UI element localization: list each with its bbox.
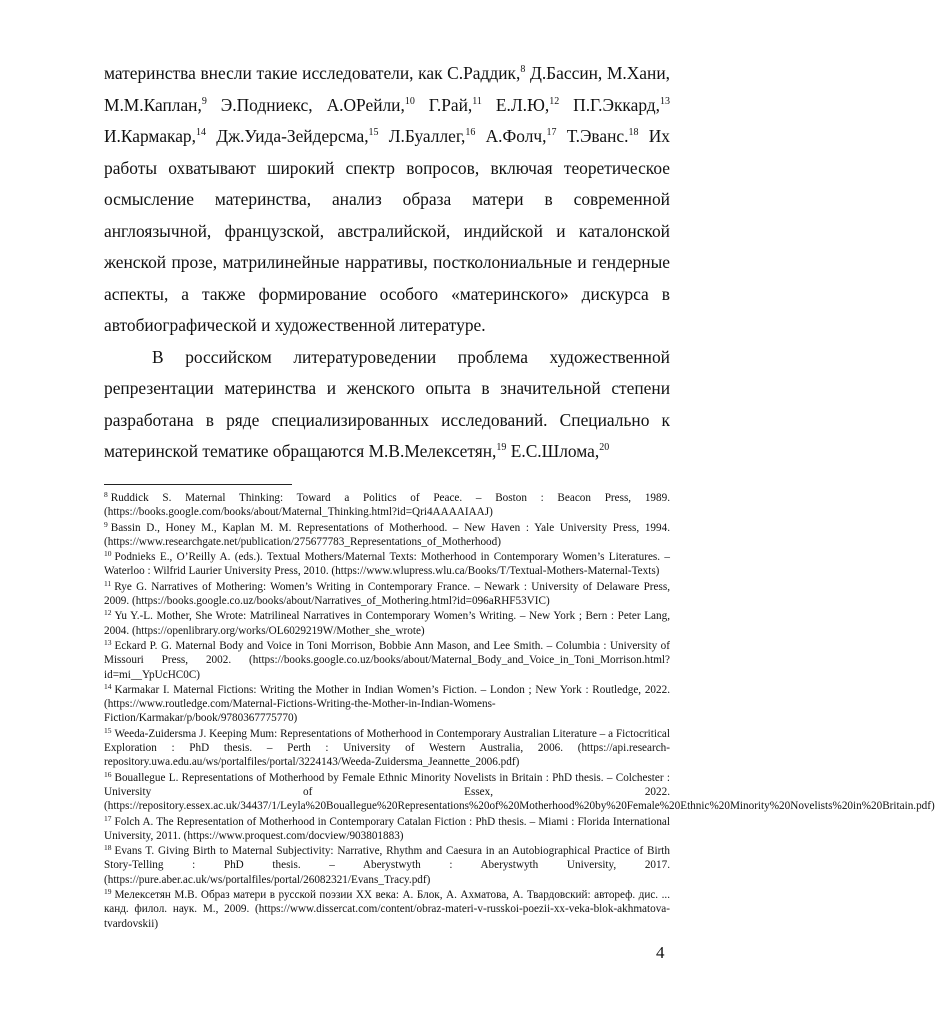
footnote-text: Eckard P. G. Maternal Body and Voice in Toni Morrison, Bobbie Ann Mason, and Lee Smith. – Columbia : University of Missouri Press, 2002. (https://books.google.co.uz/books/about/Maternal_Body_and_Voice_in_Toni_Morrison.html?id=mi__YpUcHC0C) [104,639,670,681]
text-run: И.Кармакар, [104,126,196,146]
footnote-number: 12 [104,608,112,618]
footnote-text: Yu Y.-L. Mother, She Wrote: Matrilineal Narratives in Contemporary Women’s Writing. – New York ; Bern : Peter Lang, 2004. (https://openlibrary.org/works/OL6029219W/Mother_she_wrote) [104,610,670,637]
footnote-ref-16[interactable]: 16 [465,127,476,138]
text-run: Т.Эванс. [556,126,629,146]
footnote-text: Evans T. Giving Birth to Maternal Subjectivity: Narrative, Rhythm and Caesura in an Autobiographical Practice of Birth Story-Telling : PhD thesis. – Aberystwyth : Aberystwyth University, 2017. (https://pure.aber.ac.uk/ws/portalfiles/portal/26082321/Evans_Tracy.pdf) [104,845,670,886]
footnote-number: 15 [104,725,112,735]
text-run: материнства внесли такие исследователи, как С.Раддик, [104,63,521,83]
paragraph-2 [104,342,670,468]
footnote-number: 9 [104,519,108,529]
text-run: П.Г.Эккард, [559,94,660,115]
footnote-ref-10[interactable]: 10 [404,95,415,107]
footnote-number: 18 [104,843,112,853]
footnote-8 [104,491,670,520]
footnotes [104,490,935,932]
footnote-ref-15[interactable]: 15 [368,127,379,138]
text-run: Л.Буаллег, [378,126,466,146]
footnote-text: Мелексетян М.В. Образ матери в русской поэзии ХХ века: А. Блок, А. Ахматова, А. Твардовский: автореф. дис. ... канд. филол. наук. М., 2009. (https://www.dissercat.com/content/obraz-materi-v-russkoi-poezii-xx-veka-blok-akhmatova-tvardovskii) [104,889,670,930]
footnote-number: 14 [104,681,112,691]
footnote-text: Weeda-Zuidersma J. Keeping Mum: Representations of Motherhood in Contemporary Australian Literature – a Fictocritical Exploration : PhD thesis. – Perth : University of Western Australia, 2006. (https://api.research-repository.uwa.edu.au/ws/portalfiles/portal/3224143/Weeda-Zuidersma_Jeannette_2006.pdf) [104,727,670,769]
footnote-17 [104,815,670,844]
footnote-text: Folch A. The Representation of Motherhood in Contemporary Catalan Fiction : PhD thesis. – Miami : Florida International University, 2011. (https://www.proquest.com/docview/903801883) [104,815,670,842]
footnote-text: Rye G. Narratives of Mothering: Women’s Writing in Contemporary France. – Newark : University of Delaware Press, 2009. (https://books.google.co.uz/books/about/Narratives_of_Mothering.html?id=096aRHF53VIC) [104,580,670,608]
text-run: В российском литературоведении проблема художественной репрезентации материнства и женского опыта в значительной степени разработана в ряде специализированных исследований. Специально к материнской тематике обращаются М.В.Мелексетян, [104,346,670,461]
footnote-ref-8[interactable]: 8 [520,64,526,75]
footnote-number: 16 [104,769,112,779]
footnote-separator [104,484,292,485]
footnote-16 [104,769,935,814]
text-run: Е.С.Шлома, [506,441,600,461]
main-text [104,58,670,468]
footnote-number: 11 [104,578,112,588]
footnote-text: Ruddick S. Maternal Thinking: Toward a Politics of Peace. – Boston : Beacon Press, 1989. (https://books.google.com/books/about/Maternal_Thinking.html?id=Qri4AAAAIAAJ) [104,492,670,519]
footnote-14 [104,683,670,726]
footnote-19 [104,888,670,931]
text-run: Е.Л.Ю, [481,94,550,115]
footnote-15 [104,727,670,770]
text-run: Д.Бассин, М.Хани, М.М.Каплан, [104,63,670,115]
footnote-ref-19[interactable]: 19 [496,442,507,453]
footnote-ref-13[interactable]: 13 [660,95,670,107]
footnote-ref-11[interactable]: 11 [472,95,482,107]
footnote-number: 8 [104,490,108,499]
footnote-ref-20[interactable]: 20 [599,442,610,453]
footnote-text: Podnieks E., O’Reilly A. (eds.). Textual Mothers/Maternal Texts: Motherhood in Contemporary Women’s Literatures. – Waterloo : Wilfrid Laurier University Press, 2010. (https://www.wlupress.wlu.ca/Books/T/Textual-Mothers-Maternal-Texts) [104,551,670,578]
footnote-ref-9[interactable]: 9 [201,95,207,107]
footnote-ref-14[interactable]: 14 [195,127,206,138]
text-run: Их работы охватывают широкий спектр вопросов, включая теоретическое осмысление материнства, анализ образа матери в современной англоязычной, французской, австралийской, индийской и каталонской женской прозе, матрилинейные нарративы, постколониальные и гендерные аспекты, а также формирование особого «материнского» дискурса в автобиографической и художественной литературе. [104,126,670,335]
footnote-ref-17[interactable]: 17 [546,127,557,138]
footnote-text: Bassin D., Honey M., Kaplan M. M. Representations of Motherhood. – New Haven : Yale University Press, 1994. (https://www.researchgate.net/publication/275677783_Representations_of_Motherhood) [104,521,670,548]
footnote-number: 19 [104,887,112,897]
paragraph-1 [104,58,670,342]
footnote-ref-18[interactable]: 18 [628,127,639,138]
footnote-number: 13 [104,637,112,647]
footnote-number: 17 [104,813,112,823]
page-number: 4 [656,943,665,962]
footnote-13 [104,639,670,682]
footnote-18 [104,844,670,887]
footnote-12 [104,609,670,638]
footnote-10 [104,550,670,579]
footnote-9 [104,521,670,550]
text-run: Г.Рай, [414,94,473,115]
footnote-text: Karmakar I. Maternal Fictions: Writing the Mother in Indian Women’s Fiction. – London ; New York : Routledge, 2022. (https://www.routledge.com/Maternal-Fictions-Writing-the-Mother-in-Indian-Womens-Fiction/Karmakar/p/book/9780367775770) [104,683,670,725]
footnote-number: 10 [104,549,112,559]
footnote-ref-12[interactable]: 12 [549,95,560,107]
text-run: Э.Подниекс, А.ОРейли, [206,94,405,115]
text-run: Дж.Уида-Зейдерсма, [205,126,369,146]
text-run: А.Фолч, [475,126,547,146]
footnote-11 [104,580,670,609]
footnote-text: Bouallegue L. Representations of Motherhood by Female Ethnic Minority Novelists in Britain : PhD thesis. – Colchester : University of Essex, 2022. (https://repository.essex.ac.uk/34437/1/Leyla%20Bouallegue%20Representations%20of%20Motherhood%20by%20Female%20Ethnic%20Minority%20Novelists%20in%20Britain.pdf) [104,771,935,813]
